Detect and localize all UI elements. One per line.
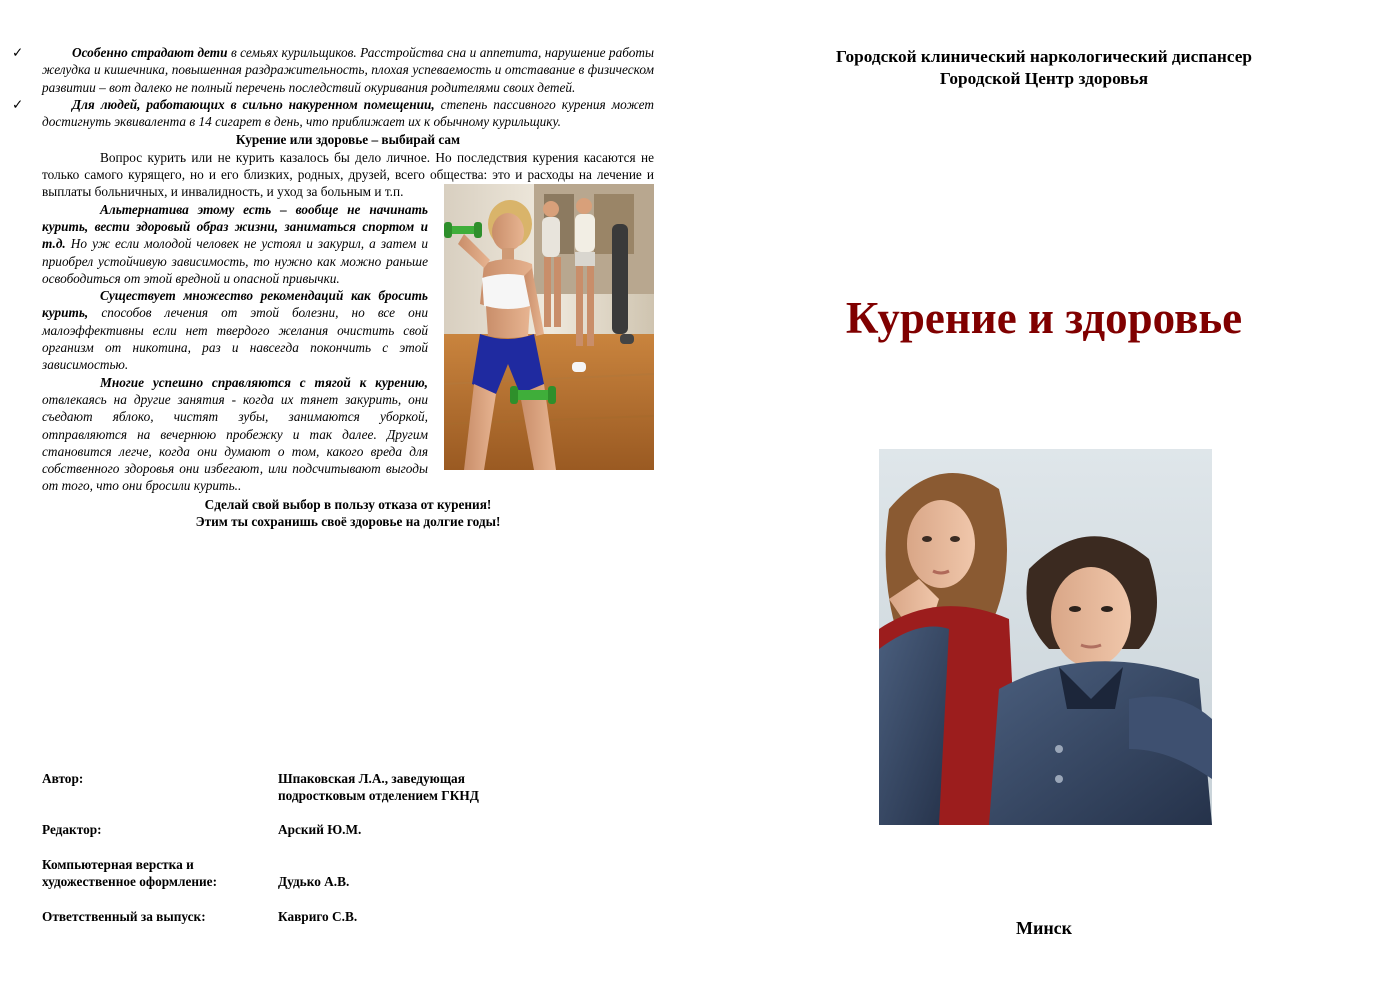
paragraph-alternative-lead: Альтернатива этому есть – вообще не начинать курить, вести здоровый образ жизни, заниматься спортом и т.д. <box>42 201 428 252</box>
credit-name <box>278 770 638 805</box>
credit-role: Редактор: <box>42 822 102 837</box>
paragraph-recommendations-text: способов лечения от этой болезни, но все они малоэффективны если нет твердого желания очистить свой организм от никотина, раз и навсегда покончить с этой зависимостью. <box>42 305 428 373</box>
check-icon: ✓ <box>12 96 24 112</box>
check-icon: ✓ <box>12 45 24 60</box>
credit-name: Кавриго С.В. <box>278 909 358 924</box>
organization-line-1: Городской клинический наркологический диспансер <box>835 47 1252 66</box>
organization-line-2: Городской Центр здоровья <box>939 69 1149 88</box>
credit-name: Арский Ю.М. <box>278 822 362 837</box>
paragraph-coping-lead: Многие успешно справляются с тягой к курению, <box>100 374 428 390</box>
section-heading: Курение или здоровье – выбирай сам <box>235 132 461 148</box>
paragraph-alternative-text: Но уж если молодой человек не устоял и закурил, а затем и приобрел устойчивую зависимость, то нужно как можно раньше освободиться от этой вредной и опасной привычки. <box>42 236 428 286</box>
bullet-workers <box>12 96 654 131</box>
credit-role <box>42 856 272 891</box>
credit-role-line: Компьютерная верстка и <box>42 857 194 872</box>
fitness-photo <box>444 184 654 470</box>
bullet-children-lead: Особенно страдают дети <box>72 45 228 60</box>
bullet-workers-lead: Для людей, работающих в сильно накуренном помещении, <box>72 96 435 112</box>
bullet-workers-text: степень пассивного курения может достигнуть эквивалента в 14 сигарет в день, что приближает их к обычному курильщику. <box>42 96 654 130</box>
organization-header <box>744 46 1344 90</box>
credit-role: Автор: <box>42 771 84 786</box>
credit-role-line: художественное оформление: <box>42 874 218 890</box>
closing-line-2: Этим ты сохранишь своё здоровье на долгие годы! <box>195 514 501 530</box>
credit-name-line: подростковым отделением ГКНД <box>278 788 479 804</box>
bullet-children <box>12 44 654 96</box>
closing-line-1: Сделай свой выбор в пользу отказа от курения! <box>204 496 492 512</box>
paragraph-personal-matter: Вопрос курить или не курить казалось бы дело личное. Но последствия курения касаются не только самого курящего, но и его близких, родных, друзей, всего общества: это и расходы на лечение и выплаты больничных, и инвалидность, и уход за больным и т.п. <box>42 149 654 200</box>
credit-name-line: Шпаковская Л.А., заведующая <box>278 771 465 786</box>
teenagers-photo <box>879 449 1212 825</box>
left-page-body <box>12 44 654 530</box>
paragraph-recommendations-lead: Существует множество рекомендаций как бросить курить, <box>42 288 428 321</box>
fitness-photo-image <box>444 184 654 470</box>
paragraph-coping-text: отвлекаясь на другие занятия - когда их тянет закурить, они съедают яблоко, чистят зубы, занимаются уборкой, отправляются на вечернюю пробежку и так далее. Другим становится легче, когда они думают о том, какого вреда для собственного здоровья они избегают, или подсчитывают выгоды от того, что они бросили курить.. <box>42 391 428 494</box>
page-title: Курение и здоровье <box>845 293 1243 343</box>
city-label: Минск <box>1015 918 1073 938</box>
credit-role: Ответственный за выпуск: <box>42 909 206 924</box>
bullet-children-text: в семьях курильщиков. Расстройства сна и аппетита, нарушение работы желудка и кишечника, повышенная раздражительность, плохая успеваемость и отставание в физическом развитии – вот далеко не полный перечень последствий окуривания родителями своих детей. <box>42 45 654 95</box>
credit-name: Дудько А.В. <box>278 874 350 889</box>
